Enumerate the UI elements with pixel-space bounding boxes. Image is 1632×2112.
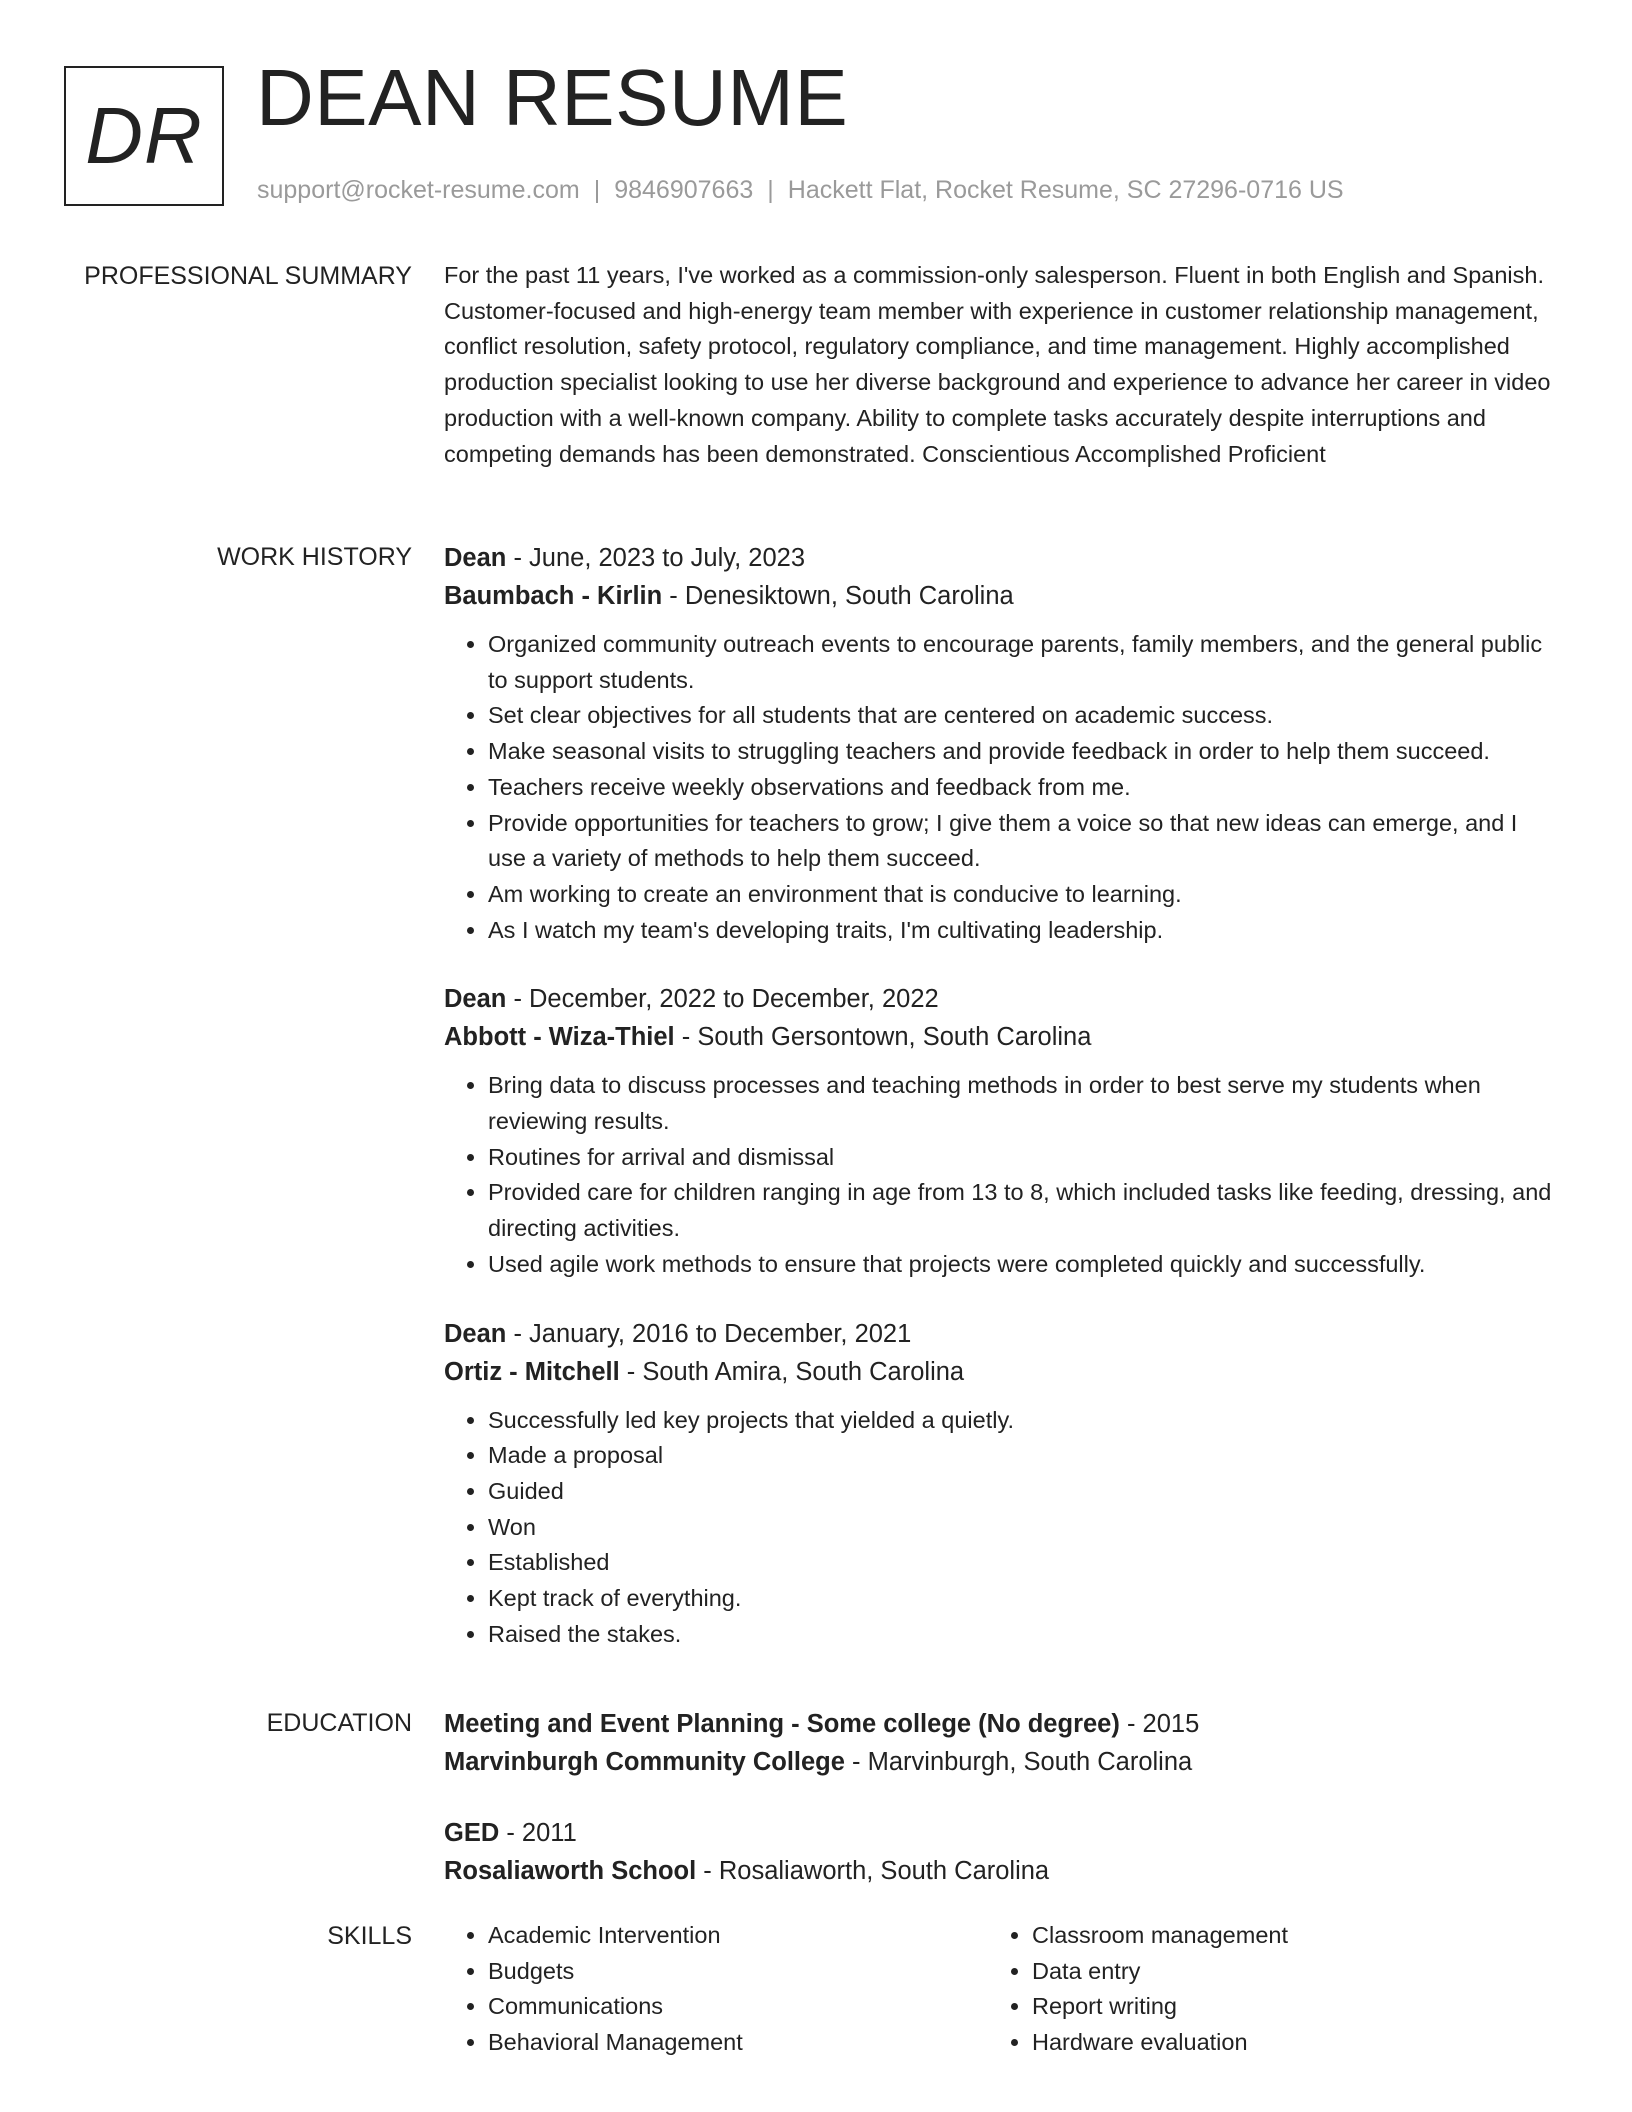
- skills-list-right: [988, 1918, 1532, 2061]
- bullet-item: • Provide opportunities for teachers to grow; I give them a voice so that new ideas can emerge, and I use a variety of methods to help them succeed.: [488, 806, 1554, 877]
- bullet-item: • Raised the stakes.: [488, 1617, 1554, 1653]
- skill-item: • Data entry: [1032, 1954, 1532, 1990]
- job-title-line: [444, 539, 1554, 577]
- degree: Meeting and Event Planning - Some college (No degree): [444, 1710, 1120, 1738]
- bullet-item: • Used agile work methods to ensure that projects were completed quickly and successfully.: [488, 1247, 1554, 1283]
- bullet-item: • Made a proposal: [488, 1438, 1554, 1474]
- degree-line: [444, 1814, 1554, 1852]
- job-bullets: [444, 1403, 1554, 1653]
- separator: |: [593, 176, 601, 204]
- section-label-summary: PROFESSIONAL SUMMARY: [84, 262, 412, 290]
- bullet-item: • Am working to create an environment that is conducive to learning.: [488, 877, 1554, 913]
- job-company: Abbott - Wiza-Thiel: [444, 1023, 675, 1052]
- degree-line: [444, 1705, 1554, 1743]
- skills-list-left: [444, 1918, 988, 2061]
- section-label-work: WORK HISTORY: [217, 543, 412, 571]
- job-dates: - June, 2023 to July, 2023: [506, 544, 806, 572]
- bullet-item: • Make seasonal visits to struggling teachers and provide feedback in order to help them succeed.: [488, 734, 1554, 770]
- job-company-line: [444, 1018, 1554, 1056]
- school-location: - Marvinburgh, South Carolina: [844, 1748, 1193, 1776]
- bullet-item: • Set clear objectives for all students that are centered on academic success.: [488, 698, 1554, 734]
- school-location: - Rosaliaworth, South Carolina: [696, 1857, 1050, 1885]
- job-entry: [444, 1315, 1554, 1653]
- bullet-item: • Won: [488, 1510, 1554, 1546]
- skill-item: • Budgets: [488, 1954, 988, 1990]
- contact-line: [257, 176, 1344, 205]
- degree: GED: [444, 1819, 500, 1847]
- bullet-item: • Routines for arrival and dismissal: [488, 1140, 1554, 1176]
- bullet-item: • As I watch my team's developing traits, I'm cultivating leadership.: [488, 913, 1554, 949]
- job-title: Dean: [444, 1319, 507, 1348]
- job-location: - Denesiktown, South Carolina: [662, 582, 1014, 610]
- job-title-line: [444, 980, 1554, 1018]
- job-company: Baumbach - Kirlin: [444, 582, 663, 610]
- job-title: Dean: [444, 985, 507, 1014]
- bullet-item: • Successfully led key projects that yielded a quietly.: [488, 1403, 1554, 1439]
- job-bullets: [444, 1068, 1554, 1282]
- skill-item: • Classroom management: [1032, 1918, 1532, 1954]
- section-label-skills: SKILLS: [327, 1922, 412, 1950]
- education-entry: [444, 1705, 1554, 1781]
- skill-item: • Academic Intervention: [488, 1918, 988, 1954]
- bullet-item: • Established: [488, 1545, 1554, 1581]
- bullet-item: • Teachers receive weekly observations and feedback from me.: [488, 770, 1554, 806]
- skill-item: • Communications: [488, 1989, 988, 2025]
- email[interactable]: support@rocket-resume.com: [257, 176, 580, 204]
- job-entry: [444, 539, 1554, 948]
- initials: DR: [85, 91, 203, 180]
- summary-text: For the past 11 years, I've worked as a commission-only salesperson. Fluent in both English and Spanish. Customer-focused and high-energy team member with experience in customer relationship management, conflict resolution, safety protocol, regulatory compliance, and time management. Highly accomplished production specialist looking to use her diverse background and experience to advance her career in video production with a well-known company. Ability to complete tasks accurately despite interruptions and competing demands has been demonstrated. Conscientious Accomplished Proficient: [444, 262, 1551, 467]
- resume-name: DEAN RESUME: [256, 53, 849, 142]
- school: Marvinburgh Community College: [444, 1748, 845, 1776]
- job-title: Dean: [444, 544, 507, 572]
- degree-year: - 2011: [499, 1819, 577, 1847]
- skill-item: • Hardware evaluation: [1032, 2025, 1532, 2061]
- job-bullets: [444, 627, 1554, 948]
- section-label-education: EDUCATION: [266, 1709, 412, 1737]
- bullet-item: • Bring data to discuss processes and teaching methods in order to best serve my students when reviewing results.: [488, 1068, 1554, 1139]
- separator: |: [767, 176, 774, 204]
- phone[interactable]: 9846907663: [614, 176, 754, 204]
- school-line: [444, 1852, 1554, 1890]
- skill-item: • Report writing: [1032, 1989, 1532, 2025]
- school: Rosaliaworth School: [444, 1857, 697, 1885]
- job-company: Ortiz - Mitchell: [444, 1357, 620, 1386]
- job-dates: - December, 2022 to December, 2022: [506, 985, 939, 1014]
- skills-columns: [444, 1918, 1554, 2061]
- job-location: - South Gersontown, South Carolina: [674, 1023, 1092, 1052]
- bullet-item: • Guided: [488, 1474, 1554, 1510]
- job-dates: - January, 2016 to December, 2021: [506, 1319, 912, 1348]
- job-location: - South Amira, South Carolina: [619, 1357, 965, 1386]
- degree-year: - 2015: [1119, 1710, 1200, 1738]
- school-line: [444, 1743, 1554, 1781]
- education-entry: [444, 1814, 1554, 1890]
- bullet-item: • Organized community outreach events to encourage parents, family members, and the general public to support students.: [488, 627, 1554, 698]
- job-entry: [444, 980, 1554, 1282]
- job-title-line: [444, 1315, 1554, 1353]
- bullet-item: • Provided care for children ranging in age from 13 to 8, which included tasks like feeding, dressing, and directing activities.: [488, 1175, 1554, 1246]
- job-company-line: [444, 1353, 1554, 1391]
- address: Hackett Flat, Rocket Resume, SC 27296-0716 US: [787, 176, 1344, 204]
- job-company-line: [444, 577, 1554, 615]
- bullet-item: • Kept track of everything.: [488, 1581, 1554, 1617]
- monogram-logo: [64, 66, 224, 206]
- skill-item: • Behavioral Management: [488, 2025, 988, 2061]
